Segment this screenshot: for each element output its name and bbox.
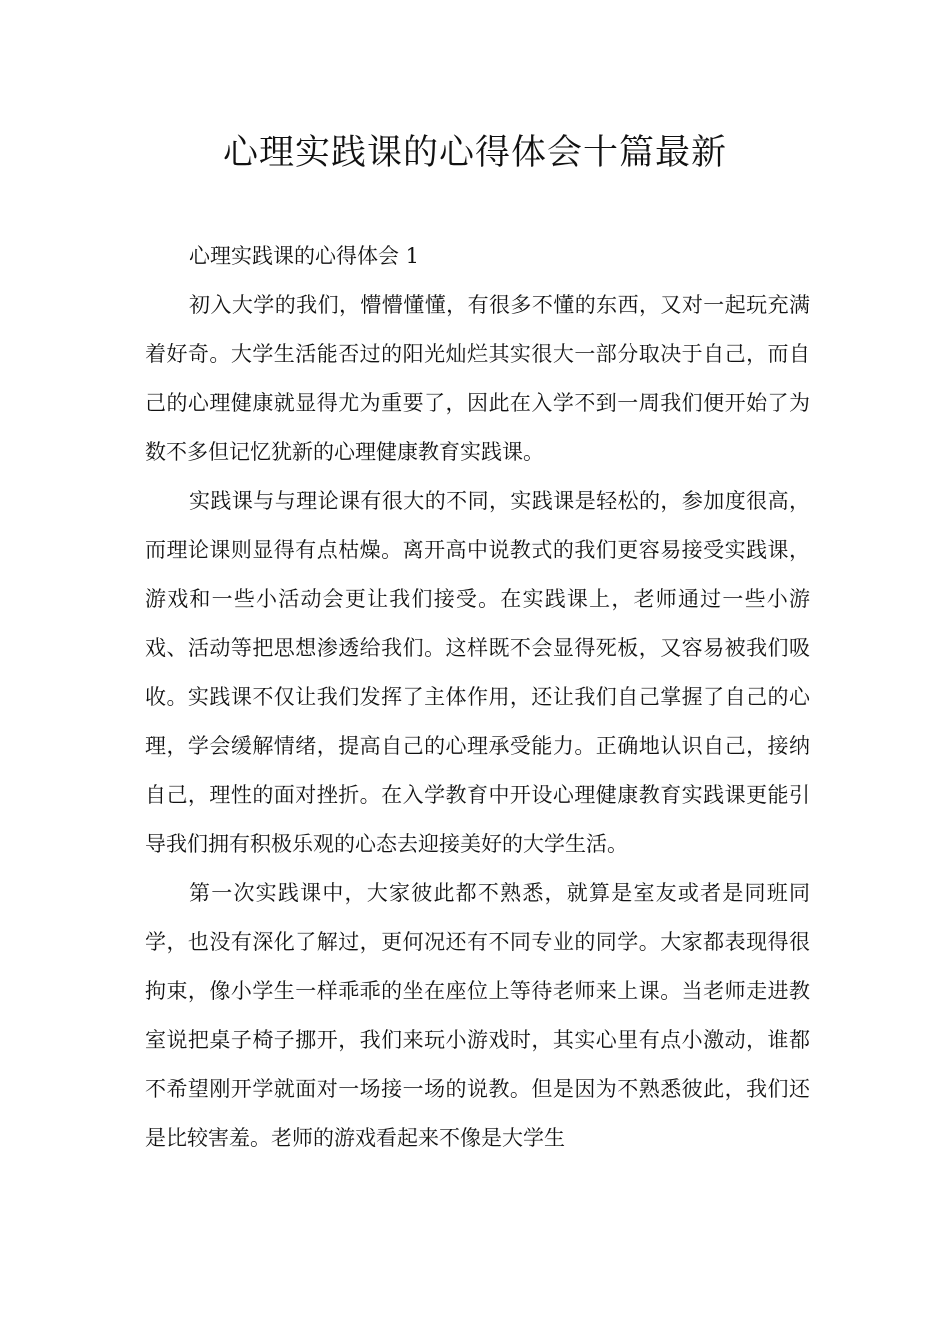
section-heading: 心理实践课的心得体会 1	[189, 244, 420, 268]
paragraph-2: 实践课与与理论课有很大的不同，实践课是轻松的，参加度很高，而理论课则显得有点枯燥。离开高中说教式的我们更容易接受实践课，游戏和一些小活动会更让我们接受。在实践课上，老师通过一些小游戏、活动等把思想渗透给我们。这样既不会显得死板，又容易被我们吸收。实践课不仅让我们发挥了主体作用，还让我们自己掌握了自己的心理，学会缓解情绪，提高自己的心理承受能力。正确地认识自己，接纳自己，理性的面对挫折。在入学教育中开设心理健康教育实践课更能引导我们拥有积极乐观的心态去迎接美好的大学生活。	[145, 489, 810, 856]
paragraph-1: 初入大学的我们，懵懵懂懂，有很多不懂的东西，又对一起玩充满着好奇。大学生活能否过的阳光灿烂其实很大一部分取决于自己，而自己的心理健康就显得尤为重要了，因此在入学不到一周我们便开始了为数不多但记忆犹新的心理健康教育实践课。	[145, 293, 810, 464]
document-body	[145, 232, 810, 1163]
paragraph-3: 第一次实践课中，大家彼此都不熟悉，就算是室友或者是同班同学，也没有深化了解过，更何况还有不同专业的同学。大家都表现得很拘束，像小学生一样乖乖的坐在座位上等待老师来上课。当老师走进教室说把桌子椅子挪开，我们来玩小游戏时，其实心里有点小激动，谁都不希望刚开学就面对一场接一场的说教。但是因为不熟悉彼此，我们还是比较害羞。老师的游戏看起来不像是大学生	[145, 881, 810, 1150]
document-title: 心理实践课的心得体会十篇最新	[222, 133, 727, 173]
